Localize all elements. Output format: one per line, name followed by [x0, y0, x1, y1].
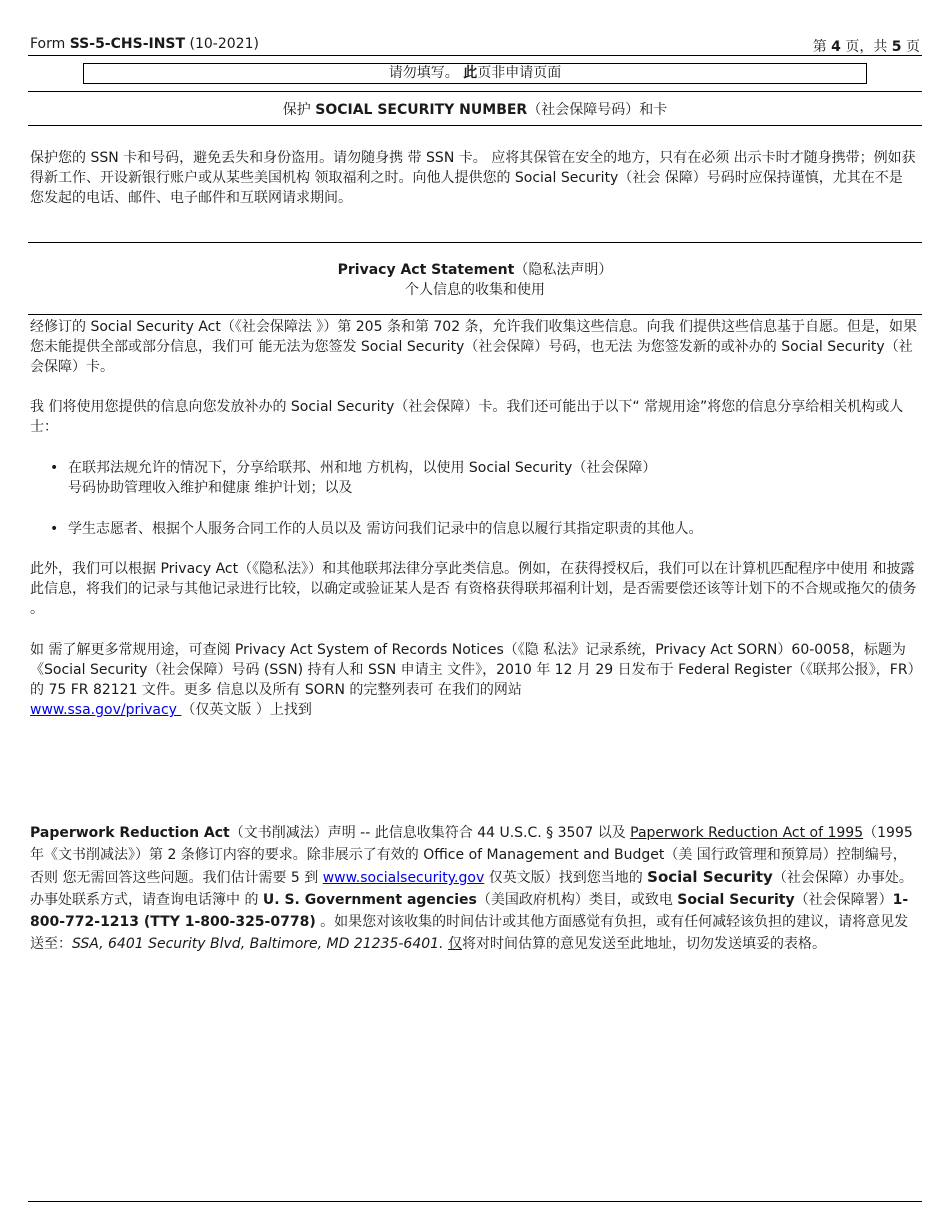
privacy-title-bold: Privacy Act Statement: [337, 262, 515, 278]
privacy-paragraph-3: 此外，我们可以根据 Privacy Act（《隐私法》）和其他联邦法律分享此类信息。例如，在获得授权后，我们可以在计算机匹配程序中使用 和披露此信息，将我们的记录与其他记录进行比较，以确定或验证某人是否 有资格获得联邦福利计划，是否需要偿还该等计划下的不合规或拖欠的债务 。: [30, 561, 917, 617]
pra-phone: 1-800-772-1213 (TTY 1-800-325-0778): [30, 892, 909, 930]
sorn-tail: （仅英文版 ）上找到: [181, 702, 312, 718]
pra-agencies: U. S. Government agencies: [262, 892, 477, 908]
divider: [28, 91, 922, 92]
footer-divider: [28, 1201, 922, 1202]
notice-pre: 请勿填写。: [388, 65, 464, 81]
pra-text-2: （1995 年《文书削减法》）第 2 条修订内容的要求。除非展示了有效的 Office of Management and Budget（美 国行政管理和预算局）控制编号，否则 您无需回答这些问题。我们估计需要 5 到: [30, 825, 913, 886]
socialsecurity-gov-link[interactable]: www.socialsecurity.gov: [322, 870, 485, 886]
page-label-c: 页: [901, 39, 920, 55]
pra-title: Paperwork Reduction Act: [30, 825, 230, 841]
privacy-act-subtitle: 个人信息的收集和使用: [405, 282, 545, 298]
sorn-text: 如 需了解更多常规用途，可查阅 Privacy Act System of Records Notices（《隐 私法》记录系统，Privacy Act SORN）60-0058，标题为《Social Security（社会保障）号码 (SSN) 持有人和 SSN 申请主 文件》，2010 年 12 月 29 日发布于 Federal Register（《联邦公报》，FR）的 75 FR 82121 文件。更多 信息以及所有 SORN 的完整列表可 在我们的网站: [30, 642, 915, 698]
notice-bold: 此: [463, 65, 478, 81]
notice-post: 页非申请页面: [477, 65, 562, 81]
form-code: SS-5-CHS-INST: [69, 36, 186, 52]
paperwork-reduction-paragraph: [30, 822, 920, 955]
list-item: [50, 458, 920, 498]
protect-post: （社会保障号码）和卡: [527, 102, 668, 118]
pra-text-4: （社会保障）办事处。办事处联系方式，请查询电话簿中 的: [30, 870, 913, 908]
page-total: 5: [891, 39, 902, 55]
bullet-text-cont: 号码协助管理收入维护和健康 维护计划；以及: [68, 480, 353, 496]
form-id: [30, 36, 259, 52]
form-prefix: Form: [30, 36, 70, 52]
pra-text-6: （社会保障署）: [794, 892, 893, 908]
page-label-a: 第: [812, 39, 832, 55]
pra-text-5: （美国政府机构）类目，或致电: [476, 892, 678, 908]
protect-bold: SOCIAL SECURITY NUMBER: [315, 102, 528, 118]
bullet-icon: •: [50, 521, 59, 537]
pra-text-3: 仅英文版）找到您当地的: [484, 870, 648, 886]
privacy-paragraph-1: 经修订的 Social Security Act（《社会保障法 》）第 205 条和第 702 条，允许我们收集这些信息。向我 们提供这些信息基于自愿。但是，如果您未能提供全部或部分信息，我们可 能无法为您签发 Social Security（社会保障）号码，也无法 为您签发新的或补办的 Social Security（社会保障）卡。: [30, 319, 918, 375]
bullet-text: 学生志愿者、根据个人服务合同工作的人员以及 需访问我们记录中的信息以履行其指定职责的其他人。: [68, 521, 703, 537]
bullet-text: 在联邦法规允许的情况下，分享给联邦、州和地 方机构，以使用 Social Security（社会保障）: [68, 460, 657, 476]
do-not-fill-notice: [83, 63, 867, 84]
page-number: 4: [831, 39, 841, 55]
pra-only: 仅: [447, 936, 462, 952]
pra-text-7: 。如果您对该收集的时间估计或其他方面感觉有负担，或有任何减轻该负担的建议，请将意见发送至：: [30, 914, 909, 952]
page-label-b: 页，共: [840, 39, 892, 55]
ssa-privacy-link[interactable]: www.ssa.gov/privacy: [30, 702, 182, 718]
privacy-title-rest: （隐私法声明）: [514, 262, 613, 278]
list-item: [50, 519, 920, 539]
privacy-paragraph-2: 我 们将使用您提供的信息向您发放补办的 Social Security（社会保障）卡。我们还可能出于以下“ 常规用途”将您的信息分享给相关机构或人士：: [30, 399, 904, 435]
bullet-icon: •: [50, 460, 59, 476]
pra-ss-1: Social Security: [647, 868, 773, 886]
header-divider: [28, 55, 922, 56]
divider: [28, 314, 922, 315]
privacy-act-title: [28, 259, 922, 279]
divider: [28, 242, 922, 243]
pra-text-9: 将对时间估算的意见发送至此地址，切勿发送填妥的表格。: [461, 936, 826, 952]
pra-act-name: Paperwork Reduction Act of 1995: [630, 825, 864, 841]
pra-address: SSA, 6401 Security Blvd, Baltimore, MD 21235-6401.: [72, 936, 444, 952]
protect-paragraph: 保护您的 SSN 卡和号码，避免丢失和身份盗用。请勿随身携 带 SSN 卡。 应将其保管在安全的地方，只有在必须 出示卡时才随身携带；例如获得新工作、开设新银行账户或从某些美国机构 领取福利之时。向他人提供您的 Social Security（社会 保障）号码时应保持谨慎，尤其在不是 您发起的电话、邮件、电子邮件和互联网请求期间。: [30, 150, 916, 206]
form-date: (10-2021): [185, 36, 259, 52]
divider: [28, 125, 922, 126]
pra-ss-2: Social Security: [677, 892, 795, 908]
protect-pre: 保护: [282, 102, 316, 118]
section-title-protect: [28, 99, 922, 119]
pra-text-1: （文书削减法）声明 -- 此信息收集符合 44 U.S.C. § 3507 以及: [229, 825, 631, 841]
privacy-paragraph-4: [30, 640, 920, 720]
page-indicator: [813, 36, 920, 56]
